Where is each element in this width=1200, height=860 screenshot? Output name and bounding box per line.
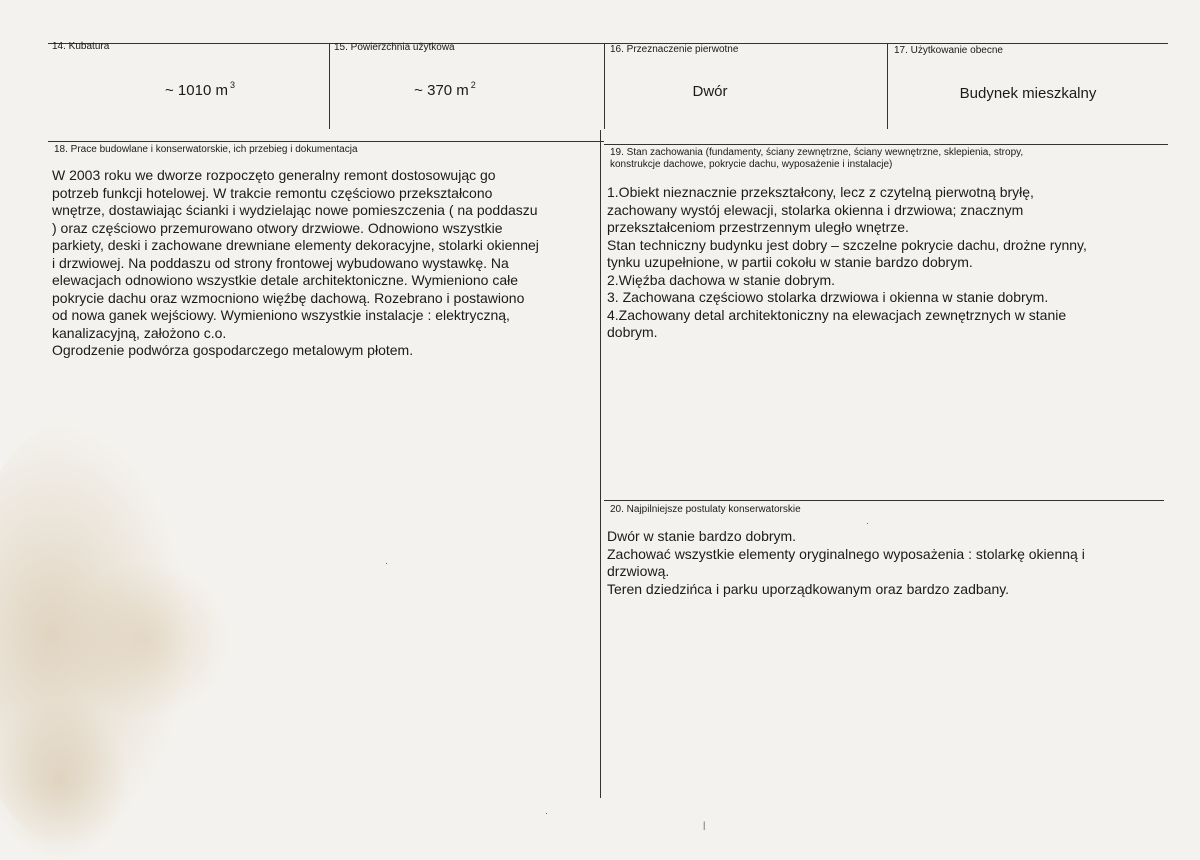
header-divider-1 <box>329 43 330 129</box>
paper-stain <box>60 560 230 720</box>
section20-top-rule <box>604 500 1164 501</box>
field-14-label: 14. Kubatura <box>52 41 110 52</box>
section19-line: 3. Zachowana częściowo stolarka drzwiowa i okienna w stanie dobrym. <box>607 289 1049 305</box>
section19-label-line2: konstrukcje dachowe, pokrycie dachu, wyposażenie i instalacje) <box>610 159 893 170</box>
section19-line: Stan techniczny budynku jest dobry – szczelne pokrycie dachu, drożne rynny, <box>607 236 1087 253</box>
section18-top-rule <box>48 141 604 142</box>
section18-line: pokrycie dachu oraz wzmocniono więźbę dachową. Rozebrano i postawiono <box>52 289 525 306</box>
section19-label-line1: 19. Stan zachowania (fundamenty, ściany zewnętrzne, ściany wewnętrzne, sklepienia, stropy, <box>610 147 1024 158</box>
field-15-value <box>345 80 545 99</box>
field-16-label: 16. Przeznaczenie pierwotne <box>610 44 739 55</box>
scan-tick: · <box>545 808 548 818</box>
header-divider-2 <box>604 43 605 129</box>
scan-tick: | <box>703 820 706 830</box>
section19-line: zachowany wystój elewacji, stolarka okienna i drzwiowa; znacznym <box>607 201 1024 218</box>
section20-line: Dwór w stanie bardzo dobrym. <box>607 528 797 544</box>
section18-line: potrzeb funkcji hotelowej. W trakcie remontu częściowo przekształcono <box>52 184 493 201</box>
section18-line: elewacjach odnowiono wszystkie detale architektoniczne. Wymieniono całe <box>52 272 519 288</box>
section19-top-rule <box>604 144 1168 145</box>
main-column-divider <box>600 130 601 798</box>
area-unit-exponent: 2 <box>470 80 476 90</box>
section19-line: dobrym. <box>607 324 658 340</box>
section20-label: 20. Najpilniejsze postulaty konserwatorskie <box>610 504 801 515</box>
volume-unit-exponent: 3 <box>229 80 235 90</box>
section18-line: W 2003 roku we dworze rozpoczęto generalny remont dostosowując go <box>52 167 496 183</box>
section18-text <box>52 167 598 360</box>
field-15-label: 15. Powierzchnia użytkowa <box>334 42 455 53</box>
section19-line: 2.Więźba dachowa w stanie dobrym. <box>607 271 835 288</box>
header-divider-3 <box>887 43 888 129</box>
field-14-value <box>100 80 300 99</box>
section18-line: Ogrodzenie podwórza gospodarczego metalowym płotem. <box>52 342 414 358</box>
original-purpose-value: Dwór <box>692 83 728 100</box>
section18-line: i drzwiowej. Na poddaszu od strony frontowej wybudowano wystawkę. Na <box>52 254 509 271</box>
section18-line: ) oraz częściowo przemurowano otwory drzwiowe. Odnowiono wszystkie <box>52 219 503 236</box>
section18-label: 18. Prace budowlane i konserwatorskie, ich przebieg i dokumentacja <box>54 144 358 155</box>
header-top-rule <box>48 43 1168 44</box>
section18-line: parkiety, deski i zachowane drewniane elementy dekoracyjne, stolarki okiennej <box>52 237 539 253</box>
area-value: ~ 370 m <box>414 82 469 99</box>
section20-line: Teren dziedzińca i parku uporządkowanym oraz bardzo zadbany. <box>607 580 1010 597</box>
section20-line: Zachować wszystkie elementy oryginalnego wyposażenia : stolarkę okienną i <box>607 545 1085 562</box>
section19-line: 4.Zachowany detal architektoniczny na elewacjach zewnętrznych w stanie <box>607 306 1067 323</box>
current-use-value: Budynek mieszkalny <box>959 85 1097 102</box>
section19-text <box>607 184 1167 342</box>
field-16-value <box>610 83 810 100</box>
section20-line: drzwiową. <box>607 563 670 579</box>
section19-line: przekształceniom przestrzennym uległo wnętrze. <box>607 219 909 235</box>
section19-line: tynku uzupełnione, w partii cokołu w stanie bardzo dobrym. <box>607 254 973 270</box>
section18-line: od nowa ganek wejściowy. Wymieniono wszystkie instalacje : elektryczną, <box>52 307 510 323</box>
section19-line: 1.Obiekt nieznacznie przekształcony, lecz z czytelną pierwotną bryłę, <box>607 184 1034 200</box>
section20-text <box>607 528 1167 598</box>
paper-stain <box>0 420 190 850</box>
scan-speck: · <box>385 558 388 568</box>
paper-stain <box>0 700 130 860</box>
section18-line: kanalizacyjną, założono c.o. <box>52 324 227 341</box>
field-17-value <box>928 85 1128 102</box>
scan-speck: · <box>866 518 869 528</box>
section18-line: wnętrze, dostawiając ścianki i wydzielając nowe pomieszczenia ( na poddaszu <box>52 202 538 218</box>
field-17-label: 17. Użytkowanie obecne <box>894 45 1003 56</box>
volume-value: ~ 1010 m <box>165 82 228 99</box>
